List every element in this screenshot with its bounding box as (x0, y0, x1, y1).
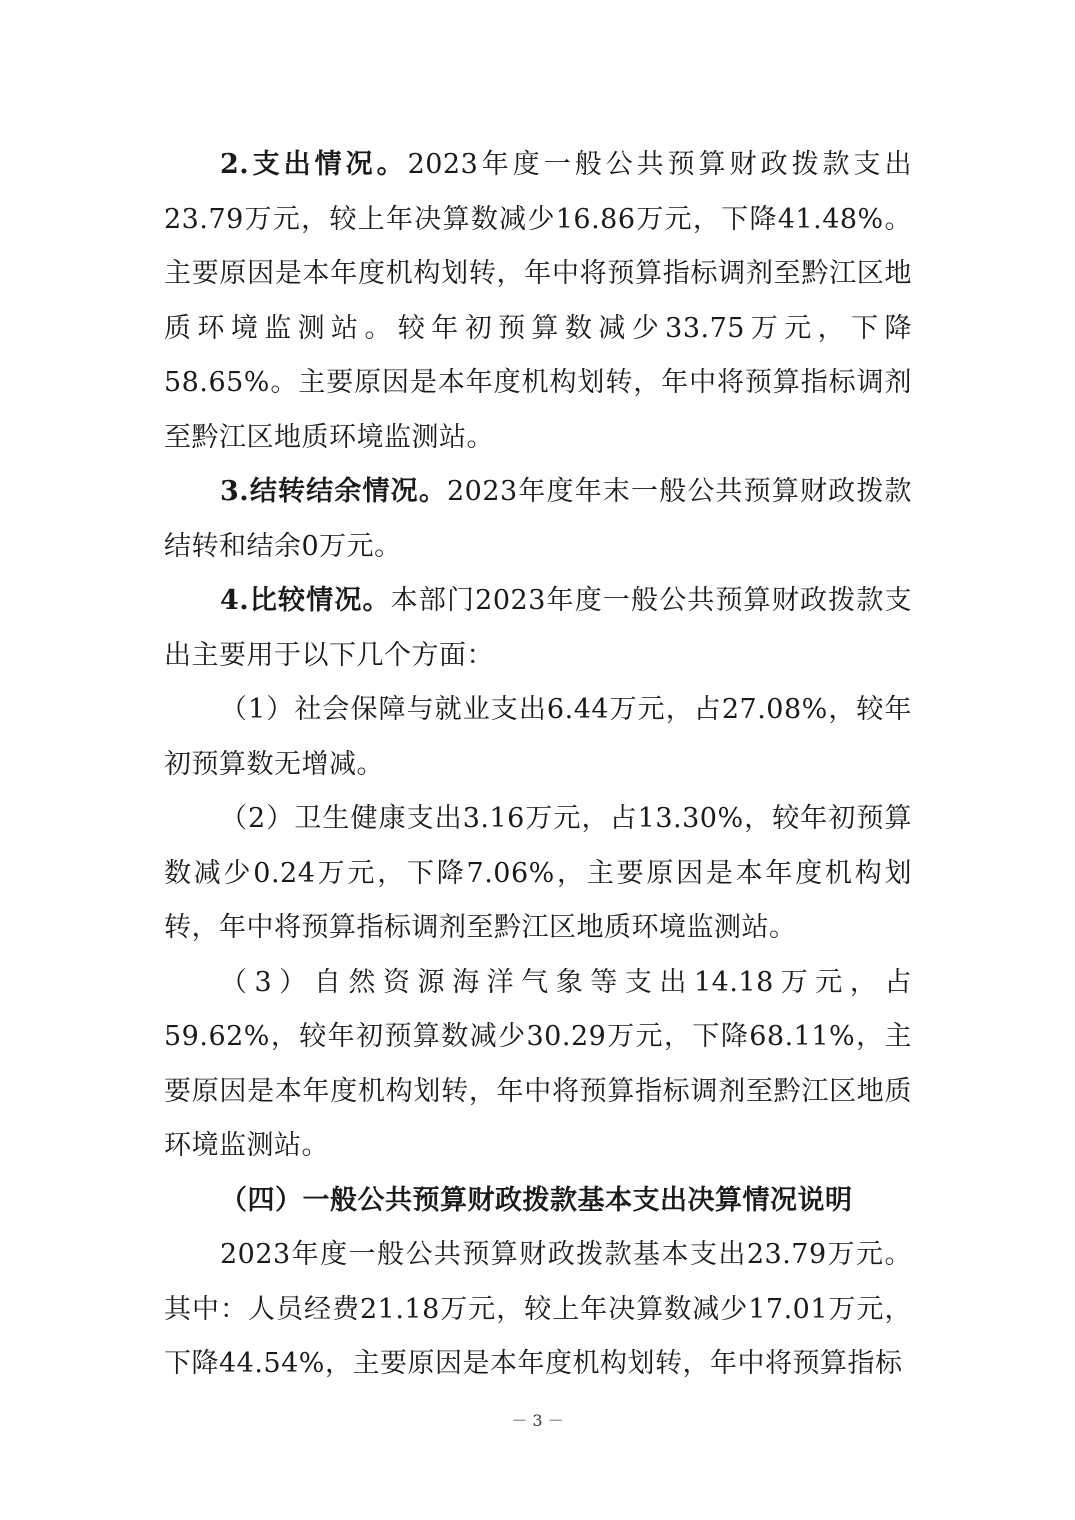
list-item-health: （2）卫生健康支出3.16万元，占13.30%，较年初预算数减少0.24万元，下降7.06%，主要原因是本年度机构划转，年中将预算指标调剂至黔江区地质环境监测站。 (164, 803, 912, 943)
paragraph-basic-expenditure: 2023年度一般公共预算财政拨款基本支出23.79万元。其中：人员经费21.18万元，较上年决算数减少17.01万元，下降44.54%，主要原因是本年度机构划转，年中将预算指标 (164, 1239, 912, 1379)
list-item-natural-resources: （3）自然资源海洋气象等支出14.18万元，占59.62%，较年初预算数减少30.29万元，下降68.11%，主要原因是本年度机构划转，年中将预算指标调剂至黔江区地质环境监测站。 (164, 966, 912, 1161)
page-number: － 3 － (511, 1411, 564, 1430)
paragraph-text: 本部门2023年度一般公共预算财政拨款支出主要用于以下几个方面： (164, 585, 912, 671)
paragraph-text: 2023年度一般公共预算财政拨款支出23.79万元，较上年决算数减少16.86万元，下降41.48%。主要原因是本年度机构划转，年中将预算指标调剂至黔江区地质环境监测站。较年初预算数减少33.75万元，下降58.65%。主要原因是本年度机构划转，年中将预算指标调剂至黔江区地质环境监测站。 (164, 149, 913, 453)
list-item-social-security: （1）社会保障与就业支出6.44万元，占27.08%，较年初预算数无增减。 (164, 694, 912, 780)
section-lead-comparison: 4.比较情况。 (220, 585, 391, 616)
section-heading: （四）一般公共预算财政拨款基本支出决算情况说明 (220, 1184, 853, 1216)
section-lead-carryover: 3.结转结余情况。 (220, 476, 447, 507)
paragraph-text: 2023年度年末一般公共预算财政拨款结转和结余0万元。 (164, 476, 912, 562)
paragraph-comparison (164, 574, 912, 683)
paragraph-carryover (164, 465, 912, 574)
paragraph-expenditure (164, 138, 912, 465)
document-body (164, 138, 912, 1392)
section-lead-expenditure: 2.支出情况。 (220, 149, 408, 180)
